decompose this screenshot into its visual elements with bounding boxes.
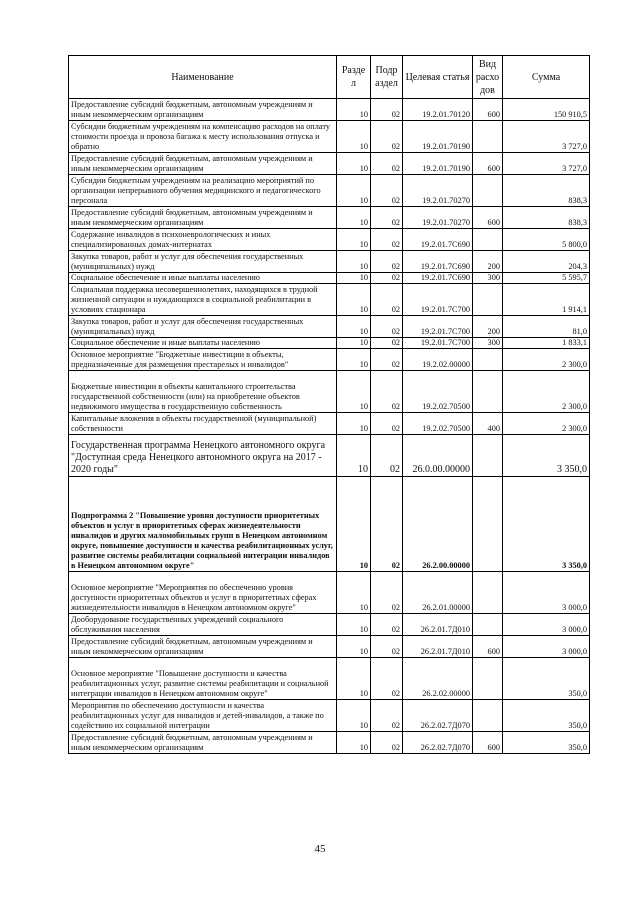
cell-amount: 5 800,0	[503, 229, 590, 251]
cell-expense-type: 400	[473, 413, 503, 435]
cell-name: Закупка товаров, работ и услуг для обеспечения государственных (муниципальных) нужд	[69, 316, 337, 338]
cell-expense-type	[473, 477, 503, 572]
table-row	[69, 273, 590, 284]
table-row	[69, 349, 590, 371]
header-amount: Сумма	[503, 56, 590, 99]
cell-section: 10	[337, 700, 371, 732]
cell-subsection: 02	[371, 732, 403, 754]
cell-subsection: 02	[371, 572, 403, 614]
cell-section: 10	[337, 349, 371, 371]
cell-name: Социальное обеспечение и иные выплаты населению	[69, 273, 337, 284]
cell-target: 19.2.02.70500	[403, 413, 473, 435]
cell-subsection: 02	[371, 338, 403, 349]
cell-section: 10	[337, 99, 371, 121]
cell-section: 10	[337, 413, 371, 435]
cell-amount: 350,0	[503, 700, 590, 732]
cell-target: 26.0.00.00000	[403, 435, 473, 477]
cell-name: Дооборудование государственных учреждений социального обслуживания населения	[69, 614, 337, 636]
table-row	[69, 229, 590, 251]
page-number: 45	[314, 843, 326, 855]
header-name: Наименование	[69, 56, 337, 99]
cell-name: Предоставление субсидий бюджетным, автономным учреждениям и иным некоммерческим организациям	[69, 636, 337, 658]
cell-subsection: 02	[371, 700, 403, 732]
cell-target: 26.2.00.00000	[403, 477, 473, 572]
cell-target: 26.2.01.00000	[403, 572, 473, 614]
cell-subsection: 02	[371, 153, 403, 175]
header-expense-type: Вид расхо дов	[473, 56, 503, 99]
cell-subsection: 02	[371, 284, 403, 316]
cell-subsection: 02	[371, 371, 403, 413]
cell-name: Предоставление субсидий бюджетным, автономным учреждениям и иным некоммерческим организациям	[69, 99, 337, 121]
header-subsection: Подр аздел	[371, 56, 403, 99]
cell-expense-type	[473, 349, 503, 371]
cell-target: 19.2.01.7С690	[403, 273, 473, 284]
cell-section: 10	[337, 572, 371, 614]
header-target: Целевая статья	[403, 56, 473, 99]
cell-amount: 2 300,0	[503, 349, 590, 371]
cell-target: 26.2.02.7Д070	[403, 732, 473, 754]
cell-subsection: 02	[371, 413, 403, 435]
cell-expense-type: 300	[473, 273, 503, 284]
table-body	[69, 99, 590, 754]
cell-subsection: 02	[371, 614, 403, 636]
cell-expense-type: 300	[473, 338, 503, 349]
table-row	[69, 175, 590, 207]
cell-expense-type: 600	[473, 732, 503, 754]
cell-amount: 1 914,1	[503, 284, 590, 316]
cell-expense-type	[473, 121, 503, 153]
cell-subsection: 02	[371, 273, 403, 284]
table-row	[69, 371, 590, 413]
cell-name: Содержание инвалидов в психоневрологических и иных специализированных домах-интернатах	[69, 229, 337, 251]
cell-subsection: 02	[371, 658, 403, 700]
cell-target: 19.2.01.70190	[403, 121, 473, 153]
cell-target: 19.2.01.7С700	[403, 284, 473, 316]
cell-expense-type	[473, 572, 503, 614]
cell-target: 19.2.02.00000	[403, 349, 473, 371]
cell-amount: 838,3	[503, 207, 590, 229]
cell-subsection: 02	[371, 435, 403, 477]
cell-target: 19.2.01.7С690	[403, 229, 473, 251]
cell-amount: 350,0	[503, 732, 590, 754]
cell-target: 19.2.01.7С700	[403, 316, 473, 338]
cell-amount: 3 727,0	[503, 121, 590, 153]
cell-expense-type: 600	[473, 99, 503, 121]
cell-section: 10	[337, 175, 371, 207]
cell-amount: 350,0	[503, 658, 590, 700]
cell-name: Предоставление субсидий бюджетным, автономным учреждениям и иным некоммерческим организациям	[69, 153, 337, 175]
cell-section: 10	[337, 435, 371, 477]
cell-name: Предоставление субсидий бюджетным, автономным учреждениям и иным некоммерческим организациям	[69, 732, 337, 754]
cell-expense-type	[473, 435, 503, 477]
cell-section: 10	[337, 636, 371, 658]
cell-name: Бюджетные инвестиции в объекты капитального строительства государственной собственности (или) на приобретение объектов недвижимого имущества в государственную собственность	[69, 371, 337, 413]
cell-amount: 3 350,0	[503, 477, 590, 572]
cell-target: 26.2.01.7Д010	[403, 614, 473, 636]
cell-expense-type: 600	[473, 153, 503, 175]
table-row	[69, 338, 590, 349]
cell-amount: 150 910,5	[503, 99, 590, 121]
table-row	[69, 153, 590, 175]
cell-subsection: 02	[371, 251, 403, 273]
cell-target: 26.2.01.7Д010	[403, 636, 473, 658]
cell-section: 10	[337, 338, 371, 349]
cell-target: 19.2.01.7С690	[403, 251, 473, 273]
cell-target: 26.2.02.7Д070	[403, 700, 473, 732]
cell-expense-type	[473, 614, 503, 636]
cell-amount: 5 595,7	[503, 273, 590, 284]
table-row	[69, 732, 590, 754]
cell-section: 10	[337, 153, 371, 175]
cell-amount: 204,3	[503, 251, 590, 273]
cell-section: 10	[337, 477, 371, 572]
cell-name: Закупка товаров, работ и услуг для обеспечения государственных (муниципальных) нужд	[69, 251, 337, 273]
table-row	[69, 316, 590, 338]
cell-subsection: 02	[371, 636, 403, 658]
cell-name: Государственная программа Ненецкого автономного округа "Доступная среда Ненецкого автономного округа на 2017 - 2020 годы"	[69, 435, 337, 477]
cell-amount: 2 300,0	[503, 371, 590, 413]
table-row	[69, 284, 590, 316]
table-row	[69, 99, 590, 121]
cell-name: Основное мероприятие "Бюджетные инвестиции в объекты, предназначенные для размещения престарелых и инвалидов"	[69, 349, 337, 371]
table-header-row	[69, 56, 590, 99]
cell-subsection: 02	[371, 121, 403, 153]
table-row	[69, 572, 590, 614]
table-row	[69, 413, 590, 435]
table-row	[69, 207, 590, 229]
cell-subsection: 02	[371, 99, 403, 121]
cell-amount: 1 833,1	[503, 338, 590, 349]
cell-name: Субсидии бюджетным учреждениям на компенсацию расходов на оплату стоимости проезда и провоза багажа к месту использования отпуска и обратно	[69, 121, 337, 153]
cell-subsection: 02	[371, 477, 403, 572]
cell-expense-type	[473, 371, 503, 413]
cell-subsection: 02	[371, 349, 403, 371]
table-row	[69, 121, 590, 153]
cell-target: 19.2.01.70190	[403, 153, 473, 175]
cell-expense-type: 600	[473, 207, 503, 229]
cell-expense-type	[473, 284, 503, 316]
cell-section: 10	[337, 732, 371, 754]
table-row	[69, 435, 590, 477]
cell-expense-type	[473, 700, 503, 732]
cell-subsection: 02	[371, 316, 403, 338]
cell-name: Капитальные вложения в объекты государственной (муниципальной) собственности	[69, 413, 337, 435]
cell-name: Основное мероприятие "Мероприятия по обеспечению уровня доступности приоритетных объектов и услуг в приоритетных сферах жизнедеятельности инвалидов в Ненецком автономном округе"	[69, 572, 337, 614]
cell-name: Предоставление субсидий бюджетным, автономным учреждениям и иным некоммерческим организациям	[69, 207, 337, 229]
cell-section: 10	[337, 316, 371, 338]
cell-expense-type: 600	[473, 636, 503, 658]
budget-table	[68, 55, 590, 754]
cell-section: 10	[337, 614, 371, 636]
cell-amount: 3 727,0	[503, 153, 590, 175]
cell-target: 19.2.01.7С700	[403, 338, 473, 349]
cell-expense-type	[473, 229, 503, 251]
table-row	[69, 251, 590, 273]
cell-expense-type: 200	[473, 316, 503, 338]
table-row	[69, 636, 590, 658]
cell-amount: 3 350,0	[503, 435, 590, 477]
cell-target: 26.2.02.00000	[403, 658, 473, 700]
table-row	[69, 614, 590, 636]
cell-name: Социальное обеспечение и иные выплаты населению	[69, 338, 337, 349]
cell-name: Подпрограмма 2 "Повышение уровня доступности приоритетных объектов и услуг в приоритетных сферах жизнедеятельности инвалидов и других маломобильных групп в Ненецком автономном округе, повышение доступности и качества реабилитационных услуг, развитие системы реабилитации социальной интеграции инвалидов в Ненецком автономном округе"	[69, 477, 337, 572]
cell-name: Субсидии бюджетным учреждениям на реализацию мероприятий по организации непрерывного обучения медицинского и педагогического персонала	[69, 175, 337, 207]
cell-expense-type	[473, 175, 503, 207]
cell-name: Социальная поддержка несовершеннолетних, находящихся в трудной жизненной ситуации и нуждающихся в социальной реабилитации в условиях стационара	[69, 284, 337, 316]
cell-section: 10	[337, 207, 371, 229]
cell-section: 10	[337, 371, 371, 413]
cell-expense-type	[473, 658, 503, 700]
cell-section: 10	[337, 121, 371, 153]
cell-amount: 3 000,0	[503, 636, 590, 658]
cell-amount: 3 000,0	[503, 572, 590, 614]
cell-section: 10	[337, 229, 371, 251]
cell-target: 19.2.01.70120	[403, 99, 473, 121]
cell-amount: 3 000,0	[503, 614, 590, 636]
cell-amount: 2 300,0	[503, 413, 590, 435]
cell-target: 19.2.01.70270	[403, 207, 473, 229]
cell-subsection: 02	[371, 229, 403, 251]
cell-section: 10	[337, 658, 371, 700]
table-row	[69, 700, 590, 732]
cell-amount: 838,3	[503, 175, 590, 207]
header-section: Разде л	[337, 56, 371, 99]
cell-expense-type: 200	[473, 251, 503, 273]
table-row	[69, 658, 590, 700]
cell-amount: 81,0	[503, 316, 590, 338]
cell-target: 19.2.02.70500	[403, 371, 473, 413]
cell-name: Основное мероприятие "Повышение доступности и качества реабилитационных услуг, развитие системы реабилитации и социальной интеграции инвалидов в Ненецком автономном округе"	[69, 658, 337, 700]
cell-section: 10	[337, 251, 371, 273]
cell-subsection: 02	[371, 175, 403, 207]
table-row	[69, 477, 590, 572]
cell-target: 19.2.01.70270	[403, 175, 473, 207]
cell-section: 10	[337, 284, 371, 316]
cell-section: 10	[337, 273, 371, 284]
cell-subsection: 02	[371, 207, 403, 229]
cell-name: Мероприятия по обеспечению доступности и качества реабилитационных услуг для инвалидов и детей-инвалидов, а также по содействию их социальной интеграции	[69, 700, 337, 732]
